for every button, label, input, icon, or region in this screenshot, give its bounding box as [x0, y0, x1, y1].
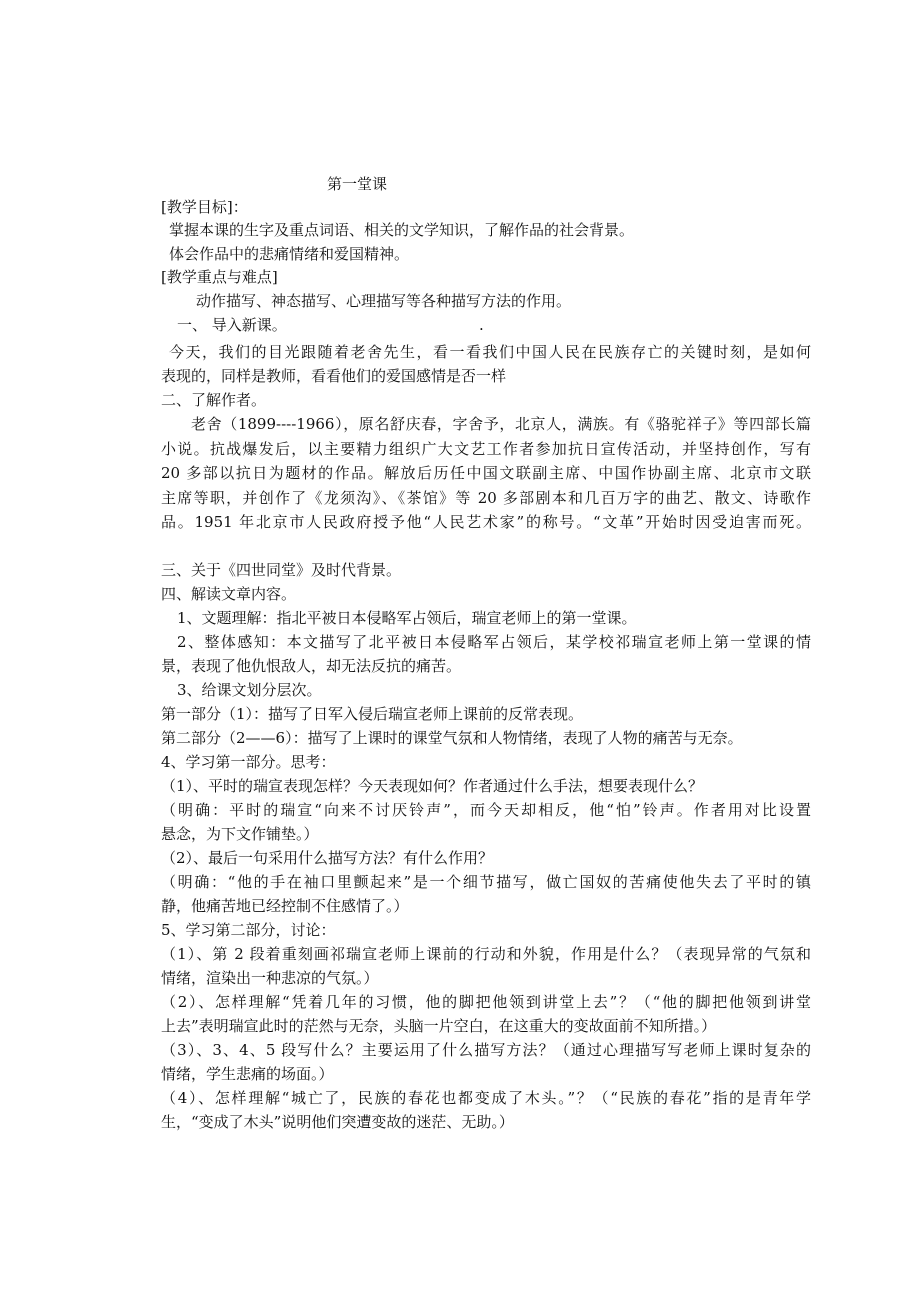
- answer-2-line-1: （明确：“他的手在袖口里颤起来”是一个细节描写，做亡国奴的苦痛使他失去了平时的镇: [161, 873, 811, 891]
- discussion-3-line-1: （3）、3、4、5 段写什么？主要运用了什么描写方法？（通过心理描写写老师上课时复杂的: [161, 1041, 811, 1059]
- section-3-heading: 三、关于《四世同堂》及时代背景。: [161, 561, 402, 579]
- answer-1-line-2: 悬念，为下文作铺垫。）: [161, 825, 319, 843]
- author-line-5: 品。1951 年北京市人民政府授予他“人民艺术家”的称号。“文革”开始时因受迫害而死。: [161, 513, 811, 531]
- item-3: 3、给课文划分层次。: [177, 681, 322, 699]
- answer-1-line-1: （明确：平时的瑞宣“向来不讨厌铃声”，而今天却相反，他“怕”铃声。作者用对比设置: [161, 801, 811, 819]
- section-1-heading: 一、 导入新课。: [177, 316, 287, 334]
- study-2-heading: 5、学习第二部分，讨论：: [161, 921, 336, 939]
- objective-1: 掌握本课的生字及重点词语、相关的文学知识，了解作品的社会背景。: [169, 221, 635, 239]
- discussion-2-line-2: 上去”表明瑞宣此时的茫然与无奈，头脑一片空白，在这重大的变故面前不知所措。）: [161, 1017, 717, 1035]
- objective-2: 体会作品中的悲痛情绪和爱国精神。: [169, 245, 410, 263]
- discussion-2-line-1: （2）、怎样理解“凭着几年的习惯，他的脚把他领到讲堂上去”？（“他的脚把他领到讲堂: [161, 993, 811, 1011]
- intro-line-2: 表现的，同样是教师，看看他们的爱国感情是否一样: [161, 367, 507, 385]
- question-2: （2）、最后一句采用什么描写方法？有什么作用？: [161, 849, 494, 867]
- item-2-line-1: 2、整体感知：本文描写了北平被日本侵略军占领后，某学校祁瑞宣老师上第一堂课的情: [177, 633, 811, 651]
- discussion-3-line-2: 情绪，学生悲痛的场面。）: [161, 1065, 334, 1083]
- intro-line-1: 今天，我们的目光跟随着老舍先生，看一看我们中国人民在民族存亡的关键时刻，是如何: [169, 343, 811, 361]
- answer-2-line-2: 静，他痛苦地已经控制不住感情了。）: [161, 897, 409, 915]
- discussion-1-line-2: 情绪，渲染出一种悲凉的气氛。）: [161, 969, 379, 987]
- author-line-3: 20 多部以抗日为题材的作品。解放后历任中国文联副主席、中国作协副主席、北京市文联: [161, 464, 811, 482]
- section-2-heading: 二、了解作者。: [161, 391, 267, 409]
- objectives-heading: [教学目标]：: [161, 198, 248, 216]
- document-title: 第一堂课: [327, 175, 388, 193]
- question-1: （1）、平时的瑞宣表现怎样？今天表现如何？作者通过什么手法，想要表现什么？: [161, 777, 704, 795]
- part-1: 第一部分（1）：描写了日军入侵后瑞宣老师上课前的反常表现。: [161, 705, 584, 723]
- focus-text: 动作描写、神态描写、心理描写等各种描写方法的作用。: [196, 292, 572, 310]
- item-2-line-2: 景，表现了他仇恨敌人，却无法反抗的痛苦。: [161, 657, 462, 675]
- discussion-4-line-1: （4）、怎样理解“城亡了，民族的春花也都变成了木头。”？（“民族的春花”指的是青年学: [161, 1089, 811, 1107]
- author-line-1: 老舍（1899----1966），原名舒庆春，字舍予，北京人，满族。有《骆驼祥子》等四部长篇: [191, 415, 811, 433]
- section-1-dot: .: [479, 316, 484, 334]
- author-line-2: 小说。抗战爆发后，以主要精力组织广大文艺工作者参加抗日宣传活动，并坚持创作，写有: [161, 440, 811, 458]
- focus-heading: [教学重点与难点]: [161, 268, 278, 286]
- section-4-heading: 四、解读文章内容。: [161, 585, 297, 603]
- discussion-1-line-1: （1）、第 2 段着重刻画祁瑞宣老师上课前的行动和外貌，作用是什么？（表现异常的气氛和: [161, 945, 811, 963]
- part-2: 第二部分（2——6）：描写了上课时的课堂气氛和人物情绪，表现了人物的痛苦与无奈。: [161, 729, 743, 747]
- study-1-heading: 4、学习第一部分。思考：: [161, 753, 336, 771]
- discussion-4-line-2: 生，“变成了木头”说明他们突遭变故的迷茫、无助。）: [161, 1113, 514, 1131]
- item-1: 1、文题理解：指北平被日本侵略军占领后，瑞宣老师上的第一堂课。: [177, 609, 637, 627]
- author-line-4: 主席等职，并创作了《龙须沟》、《茶馆》等 20 多部剧本和几百万字的曲艺、散文、诗歌作: [161, 489, 811, 507]
